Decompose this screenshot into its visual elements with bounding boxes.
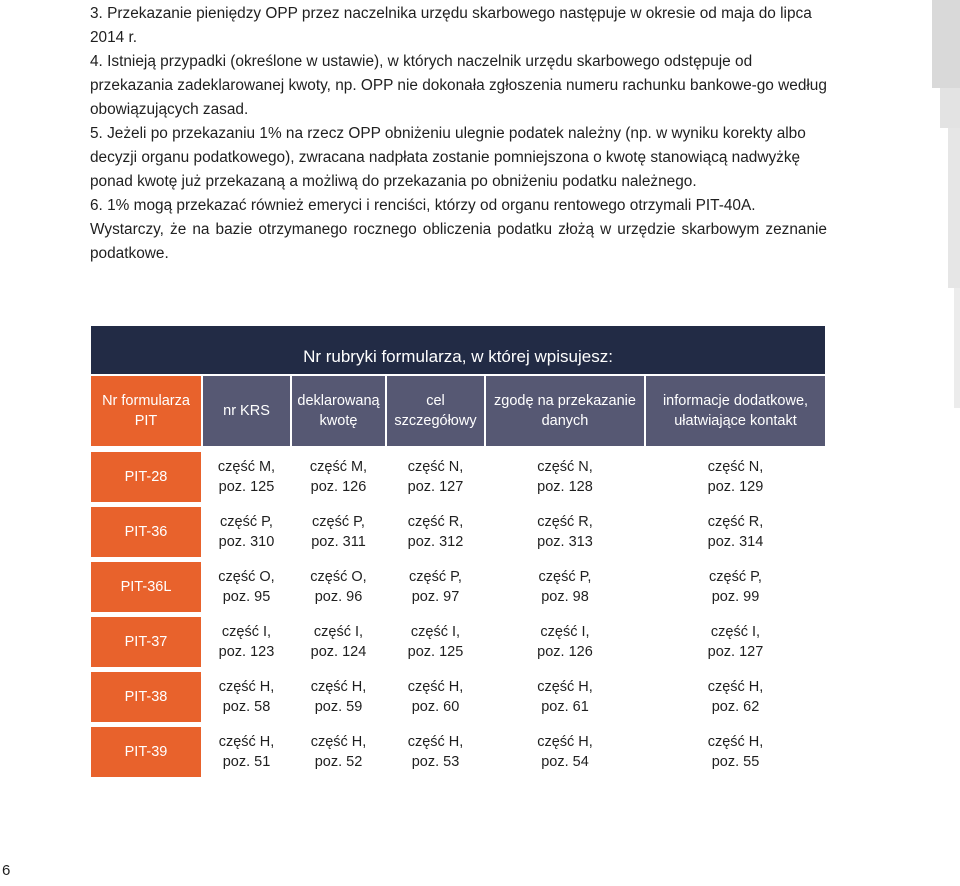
table-cell [486, 672, 644, 722]
cell-position: poz. 127 [707, 644, 764, 660]
header-additional-info: informacje dodatkowe, ułatwiające kontakt [646, 376, 825, 446]
cell-position: poz. 314 [707, 534, 764, 550]
cell-part: część I, [410, 624, 461, 640]
row-form-label: PIT-37 [91, 617, 201, 667]
cell-position: poz. 61 [541, 699, 589, 715]
paragraph-4: 4. Istnieją przypadki (określone w ustawie), w których naczelnik urzędu skarbowego odstępuje od przekazania zadeklarowanej kwoty, np. OPP nie dokonała zgłoszenia numeru rachunku bankowe-go według obowiązujących zasad. [90, 53, 827, 118]
table-cell [646, 672, 825, 722]
table-cell [292, 617, 385, 667]
cell-position: poz. 59 [314, 699, 363, 715]
cell-part: część P, [312, 514, 365, 530]
table-cell [486, 617, 644, 667]
cell-part: część R, [407, 514, 464, 530]
cell-position: poz. 52 [314, 754, 363, 770]
paragraph-5: 5. Jeżeli po przekazaniu 1% na rzecz OPP obniżeniu ulegnie podatek należny (np. w wyniku korekty albo decyzji organu podatkowego), zwracana nadpłata zostanie pomniejszona o kwotę stanowiącą nadwyżkę ponad kwotę już przekazaną a możliwą do przekazania po obniżeniu podatku należnego. [90, 125, 806, 190]
table-cell [292, 452, 385, 502]
cell-position: poz. 127 [407, 479, 464, 495]
table-cell [646, 617, 825, 667]
cell-position: poz. 311 [311, 534, 366, 550]
table-row [91, 452, 825, 502]
table-cell [387, 617, 484, 667]
cell-position: poz. 58 [222, 699, 271, 715]
cell-part: część H, [310, 679, 367, 695]
cell-part: część I, [710, 624, 761, 640]
table-cell [387, 727, 484, 777]
table-cell [292, 727, 385, 777]
cell-position: poz. 55 [711, 754, 760, 770]
cell-part: część H, [707, 679, 764, 695]
cell-part: część H, [707, 734, 764, 750]
table-cell [486, 507, 644, 557]
cell-position: poz. 54 [541, 754, 589, 770]
table-cell [646, 507, 825, 557]
header-consent: zgodę na przekazanie danych [486, 376, 644, 446]
cell-part: część H, [537, 679, 593, 695]
cell-part: część N, [537, 459, 593, 475]
paragraph-3: 3. Przekazanie pieniędzy OPP przez naczelnika urzędu skarbowego następuje w okresie od maja do lipca 2014 r. [90, 5, 812, 46]
cell-position: poz. 96 [314, 589, 363, 605]
cell-position: poz. 312 [407, 534, 464, 550]
cell-part: część M, [309, 459, 368, 475]
row-form-label: PIT-39 [91, 727, 201, 777]
paragraph-note: Wystarczy, że na bazie otrzymanego rocznego obliczenia podatku złożą w urzędzie skarbowym zeznanie podatkowe. [90, 221, 827, 262]
decorative-stripes [920, 0, 960, 420]
cell-position: poz. 60 [411, 699, 460, 715]
cell-position: poz. 53 [411, 754, 460, 770]
table-cell [387, 672, 484, 722]
cell-position: poz. 98 [541, 589, 589, 605]
table-row [91, 507, 825, 557]
header-amount: deklarowaną kwotę [292, 376, 385, 446]
cell-position: poz. 51 [222, 754, 271, 770]
table-row [91, 617, 825, 667]
table-cell [486, 562, 644, 612]
cell-part: część H, [310, 734, 367, 750]
cell-part: część O, [218, 569, 275, 585]
table-cell [203, 452, 290, 502]
table-cell [646, 727, 825, 777]
cell-part: część R, [537, 514, 593, 530]
table-title-banner [91, 326, 825, 374]
cell-position: poz. 129 [707, 479, 764, 495]
cell-part: część I, [221, 624, 272, 640]
table-row [91, 727, 825, 777]
table-cell [387, 507, 484, 557]
table-cell [486, 727, 644, 777]
table-cell [646, 452, 825, 502]
cell-position: poz. 124 [310, 644, 367, 660]
table-row [91, 562, 825, 612]
cell-position: poz. 99 [711, 589, 760, 605]
page-number: 6 [2, 862, 11, 879]
paragraph-6: 6. 1% mogą przekazać również emeryci i renciści, którzy od organu rentowego otrzymali PIT-40A. [90, 197, 756, 214]
table-cell [486, 452, 644, 502]
table-cell [292, 507, 385, 557]
cell-position: poz. 125 [407, 644, 464, 660]
row-form-label: PIT-38 [91, 672, 201, 722]
table-cell [203, 507, 290, 557]
cell-part: część H, [407, 734, 464, 750]
table-title: Nr rubryki formularza, w której wpisujesz: [303, 347, 613, 366]
table-cell [203, 672, 290, 722]
cell-part: część R, [707, 514, 764, 530]
cell-part: część H, [537, 734, 593, 750]
table-row [91, 672, 825, 722]
cell-part: część I, [313, 624, 364, 640]
cell-part: część H, [218, 734, 275, 750]
cell-part: część P, [409, 569, 462, 585]
cell-part: część I, [540, 624, 590, 640]
cell-position: poz. 128 [537, 479, 593, 495]
cell-position: poz. 97 [411, 589, 460, 605]
header-purpose: cel szczegółowy [387, 376, 484, 446]
table-cell [387, 452, 484, 502]
table-cell [203, 727, 290, 777]
table-header-row [91, 376, 825, 446]
cell-position: poz. 125 [218, 479, 275, 495]
cell-part: część P, [709, 569, 762, 585]
body-text [90, 2, 827, 266]
cell-position: poz. 95 [222, 589, 271, 605]
row-form-label: PIT-36L [91, 562, 201, 612]
cell-part: część O, [310, 569, 367, 585]
cell-part: część P, [220, 514, 273, 530]
table-cell [387, 562, 484, 612]
cell-position: poz. 310 [218, 534, 275, 550]
table-cell [646, 562, 825, 612]
cell-part: część N, [407, 459, 464, 475]
cell-position: poz. 126 [537, 644, 593, 660]
table-cell [203, 562, 290, 612]
cell-position: poz. 123 [218, 644, 275, 660]
cell-part: część H, [218, 679, 275, 695]
cell-position: poz. 62 [711, 699, 760, 715]
table-cell [203, 617, 290, 667]
header-form: Nr formularza PIT [91, 376, 201, 446]
cell-position: poz. 313 [537, 534, 593, 550]
cell-part: część H, [407, 679, 464, 695]
cell-part: część P, [538, 569, 592, 585]
table-cell [292, 562, 385, 612]
cell-part: część N, [707, 459, 764, 475]
row-form-label: PIT-28 [91, 452, 201, 502]
header-krs: nr KRS [203, 376, 290, 446]
table-cell [292, 672, 385, 722]
cell-position: poz. 126 [310, 479, 367, 495]
cell-part: część M, [217, 459, 276, 475]
row-form-label: PIT-36 [91, 507, 201, 557]
